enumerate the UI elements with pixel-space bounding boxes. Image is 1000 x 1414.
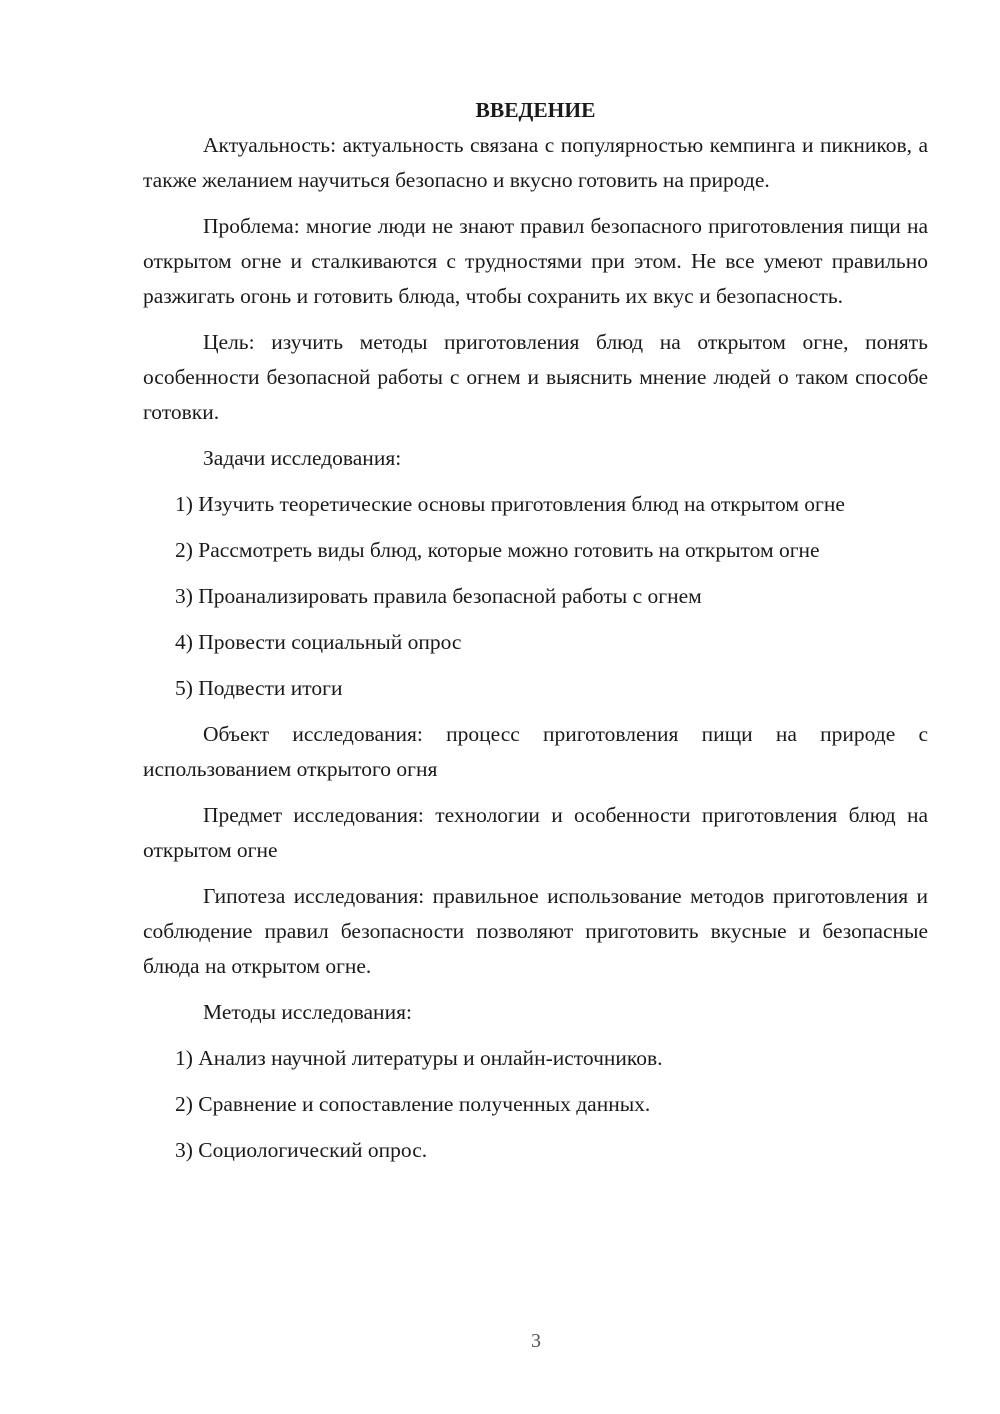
methods-heading: Методы исследования: xyxy=(203,1000,412,1024)
method-item-2: 2) Сравнение и сопоставление полученных данных. xyxy=(175,1092,651,1116)
task-item-2: 2) Рассмотреть виды блюд, которые можно готовить на открытом огне xyxy=(175,538,820,562)
document-page xyxy=(143,93,928,1179)
tasks-heading: Задачи исследования: xyxy=(203,446,402,470)
relevance-paragraph: Актуальность: актуальность связана с популярностью кемпинга и пикников, а также желанием научиться безопасно и вкусно готовить на природе. xyxy=(143,133,928,192)
method-item-1: 1) Анализ научной литературы и онлайн-источников. xyxy=(175,1046,663,1070)
section-title: ВВЕДЕНИЕ xyxy=(475,98,596,122)
page-number: 3 xyxy=(531,1330,541,1352)
task-item-5: 5) Подвести итоги xyxy=(175,676,343,700)
task-item-3: 3) Проанализировать правила безопасной работы с огнем xyxy=(175,584,702,608)
hypothesis-paragraph: Гипотеза исследования: правильное использование методов приготовления и соблюдение правил безопасности позволяют приготовить вкусные и безопасные блюда на открытом огне. xyxy=(143,884,928,978)
object-paragraph: Объект исследования: процесс приготовления пищи на природе с использованием открытого огня xyxy=(143,722,928,781)
problem-paragraph: Проблема: многие люди не знают правил безопасного приготовления пищи на открытом огне и сталкиваются с трудностями при этом. Не все умеют правильно разжигать огонь и готовить блюда, чтобы сохранить их вкус и безопасность. xyxy=(143,214,928,308)
subject-paragraph: Предмет исследования: технологии и особенности приготовления блюд на открытом огне xyxy=(143,803,928,862)
goal-paragraph: Цель: изучить методы приготовления блюд на открытом огне, понять особенности безопасной работы с огнем и выяснить мнение людей о таком способе готовки. xyxy=(143,330,928,424)
method-item-3: 3) Социологический опрос. xyxy=(175,1138,428,1162)
task-item-4: 4) Провести социальный опрос xyxy=(175,630,462,654)
task-item-1: 1) Изучить теоретические основы приготовления блюд на открытом огне xyxy=(175,492,845,516)
